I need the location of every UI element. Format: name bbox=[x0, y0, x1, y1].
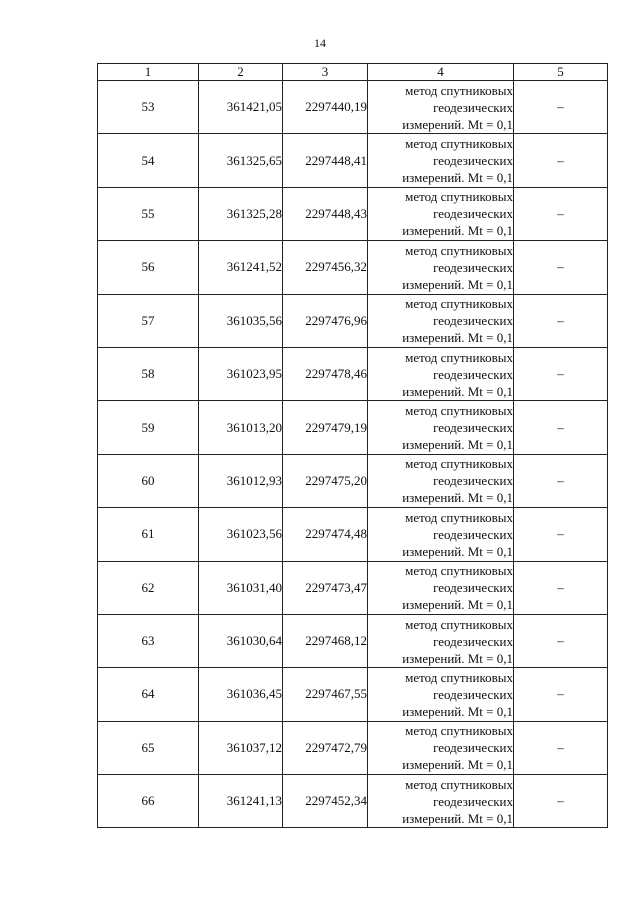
x-coordinate-cell: 361023,56 bbox=[199, 508, 283, 561]
table-row bbox=[98, 294, 608, 347]
method-line: геодезических bbox=[433, 793, 513, 809]
empty-mark-cell: – bbox=[514, 134, 608, 187]
point-number-cell: 65 bbox=[98, 721, 199, 774]
empty-mark-cell: – bbox=[514, 81, 608, 134]
table-row bbox=[98, 187, 608, 240]
table-row bbox=[98, 81, 608, 134]
x-coordinate-cell: 361325,28 bbox=[199, 187, 283, 240]
empty-mark-cell: – bbox=[514, 614, 608, 667]
table-row bbox=[98, 721, 608, 774]
point-number-cell: 59 bbox=[98, 401, 199, 454]
table-row bbox=[98, 668, 608, 721]
method-line: геодезических bbox=[433, 206, 513, 222]
method-line: метод спутниковых bbox=[405, 563, 513, 579]
method-line: метод спутниковых bbox=[405, 616, 513, 632]
table-body bbox=[98, 81, 608, 828]
point-number-cell: 57 bbox=[98, 294, 199, 347]
empty-mark-cell: – bbox=[514, 721, 608, 774]
x-coordinate-cell: 361036,45 bbox=[199, 668, 283, 721]
method-line: метод спутниковых bbox=[405, 776, 513, 792]
point-number-cell: 61 bbox=[98, 508, 199, 561]
method-line: метод спутниковых bbox=[405, 82, 513, 98]
method-line: метод спутниковых bbox=[405, 296, 513, 312]
method-line: геодезических bbox=[433, 259, 513, 275]
y-coordinate-cell: 2297473,47 bbox=[283, 561, 368, 614]
x-coordinate-cell: 361035,56 bbox=[199, 294, 283, 347]
method-cell bbox=[368, 775, 514, 828]
table-row bbox=[98, 614, 608, 667]
method-line: измерений. Mt = 0,1 bbox=[402, 383, 513, 399]
method-line: геодезических bbox=[433, 686, 513, 702]
method-line: измерений. Mt = 0,1 bbox=[402, 170, 513, 186]
x-coordinate-cell: 361241,52 bbox=[199, 241, 283, 294]
method-cell bbox=[368, 134, 514, 187]
method-cell bbox=[368, 401, 514, 454]
header-col-1: 1 bbox=[98, 64, 199, 81]
method-cell bbox=[368, 668, 514, 721]
method-line: измерений. Mt = 0,1 bbox=[402, 543, 513, 559]
y-coordinate-cell: 2297475,20 bbox=[283, 454, 368, 507]
method-line: геодезических bbox=[433, 420, 513, 436]
method-cell bbox=[368, 454, 514, 507]
y-coordinate-cell: 2297452,34 bbox=[283, 775, 368, 828]
method-line: геодезических bbox=[433, 313, 513, 329]
method-line: измерений. Mt = 0,1 bbox=[402, 757, 513, 773]
method-line: измерений. Mt = 0,1 bbox=[402, 703, 513, 719]
y-coordinate-cell: 2297467,55 bbox=[283, 668, 368, 721]
method-line: геодезических bbox=[433, 740, 513, 756]
header-col-3: 3 bbox=[283, 64, 368, 81]
point-number-cell: 56 bbox=[98, 241, 199, 294]
y-coordinate-cell: 2297448,43 bbox=[283, 187, 368, 240]
point-number-cell: 64 bbox=[98, 668, 199, 721]
y-coordinate-cell: 2297479,19 bbox=[283, 401, 368, 454]
empty-mark-cell: – bbox=[514, 508, 608, 561]
method-line: геодезических bbox=[433, 366, 513, 382]
y-coordinate-cell: 2297472,79 bbox=[283, 721, 368, 774]
method-line: метод спутниковых bbox=[405, 136, 513, 152]
table-row bbox=[98, 347, 608, 400]
header-col-2: 2 bbox=[199, 64, 283, 81]
y-coordinate-cell: 2297476,96 bbox=[283, 294, 368, 347]
x-coordinate-cell: 361421,05 bbox=[199, 81, 283, 134]
table-row bbox=[98, 561, 608, 614]
y-coordinate-cell: 2297468,12 bbox=[283, 614, 368, 667]
empty-mark-cell: – bbox=[514, 187, 608, 240]
method-cell bbox=[368, 614, 514, 667]
method-cell bbox=[368, 241, 514, 294]
x-coordinate-cell: 361325,65 bbox=[199, 134, 283, 187]
method-line: измерений. Mt = 0,1 bbox=[402, 810, 513, 826]
method-line: метод спутниковых bbox=[405, 242, 513, 258]
header-row bbox=[98, 64, 608, 81]
point-number-cell: 53 bbox=[98, 81, 199, 134]
table-row bbox=[98, 401, 608, 454]
point-number-cell: 58 bbox=[98, 347, 199, 400]
method-line: измерений. Mt = 0,1 bbox=[402, 276, 513, 292]
method-line: метод спутниковых bbox=[405, 403, 513, 419]
point-number-cell: 54 bbox=[98, 134, 199, 187]
empty-mark-cell: – bbox=[514, 561, 608, 614]
page-number: 14 bbox=[314, 36, 326, 50]
point-number-cell: 60 bbox=[98, 454, 199, 507]
method-line: геодезических bbox=[433, 633, 513, 649]
method-cell bbox=[368, 347, 514, 400]
method-line: метод спутниковых bbox=[405, 509, 513, 525]
point-number-cell: 55 bbox=[98, 187, 199, 240]
header-col-4: 4 bbox=[368, 64, 514, 81]
coordinates-table bbox=[97, 63, 608, 828]
method-line: измерений. Mt = 0,1 bbox=[402, 437, 513, 453]
method-cell bbox=[368, 187, 514, 240]
method-line: геодезических bbox=[433, 99, 513, 115]
method-line: геодезических bbox=[433, 526, 513, 542]
empty-mark-cell: – bbox=[514, 401, 608, 454]
empty-mark-cell: – bbox=[514, 454, 608, 507]
method-cell bbox=[368, 81, 514, 134]
method-line: метод спутниковых bbox=[405, 669, 513, 685]
x-coordinate-cell: 361241,13 bbox=[199, 775, 283, 828]
method-line: метод спутниковых bbox=[405, 456, 513, 472]
table-row bbox=[98, 241, 608, 294]
x-coordinate-cell: 361012,93 bbox=[199, 454, 283, 507]
x-coordinate-cell: 361030,64 bbox=[199, 614, 283, 667]
method-line: измерений. Mt = 0,1 bbox=[402, 223, 513, 239]
y-coordinate-cell: 2297456,32 bbox=[283, 241, 368, 294]
x-coordinate-cell: 361037,12 bbox=[199, 721, 283, 774]
method-line: геодезических bbox=[433, 473, 513, 489]
method-line: измерений. Mt = 0,1 bbox=[402, 330, 513, 346]
x-coordinate-cell: 361031,40 bbox=[199, 561, 283, 614]
method-cell bbox=[368, 294, 514, 347]
empty-mark-cell: – bbox=[514, 668, 608, 721]
table-row bbox=[98, 134, 608, 187]
table-row bbox=[98, 775, 608, 828]
method-cell bbox=[368, 561, 514, 614]
method-cell bbox=[368, 508, 514, 561]
empty-mark-cell: – bbox=[514, 347, 608, 400]
empty-mark-cell: – bbox=[514, 294, 608, 347]
table-header bbox=[98, 64, 608, 81]
y-coordinate-cell: 2297474,48 bbox=[283, 508, 368, 561]
method-line: измерений. Mt = 0,1 bbox=[402, 650, 513, 666]
method-cell bbox=[368, 721, 514, 774]
x-coordinate-cell: 361013,20 bbox=[199, 401, 283, 454]
method-line: геодезических bbox=[433, 580, 513, 596]
method-line: метод спутниковых bbox=[405, 723, 513, 739]
point-number-cell: 62 bbox=[98, 561, 199, 614]
method-line: геодезических bbox=[433, 153, 513, 169]
header-col-5: 5 bbox=[514, 64, 608, 81]
empty-mark-cell: – bbox=[514, 775, 608, 828]
method-line: метод спутниковых bbox=[405, 349, 513, 365]
y-coordinate-cell: 2297478,46 bbox=[283, 347, 368, 400]
y-coordinate-cell: 2297448,41 bbox=[283, 134, 368, 187]
y-coordinate-cell: 2297440,19 bbox=[283, 81, 368, 134]
table-row bbox=[98, 454, 608, 507]
method-line: измерений. Mt = 0,1 bbox=[402, 116, 513, 132]
method-line: измерений. Mt = 0,1 bbox=[402, 597, 513, 613]
point-number-cell: 66 bbox=[98, 775, 199, 828]
point-number-cell: 63 bbox=[98, 614, 199, 667]
method-line: метод спутниковых bbox=[405, 189, 513, 205]
table-row bbox=[98, 508, 608, 561]
empty-mark-cell: – bbox=[514, 241, 608, 294]
method-line: измерений. Mt = 0,1 bbox=[402, 490, 513, 506]
x-coordinate-cell: 361023,95 bbox=[199, 347, 283, 400]
